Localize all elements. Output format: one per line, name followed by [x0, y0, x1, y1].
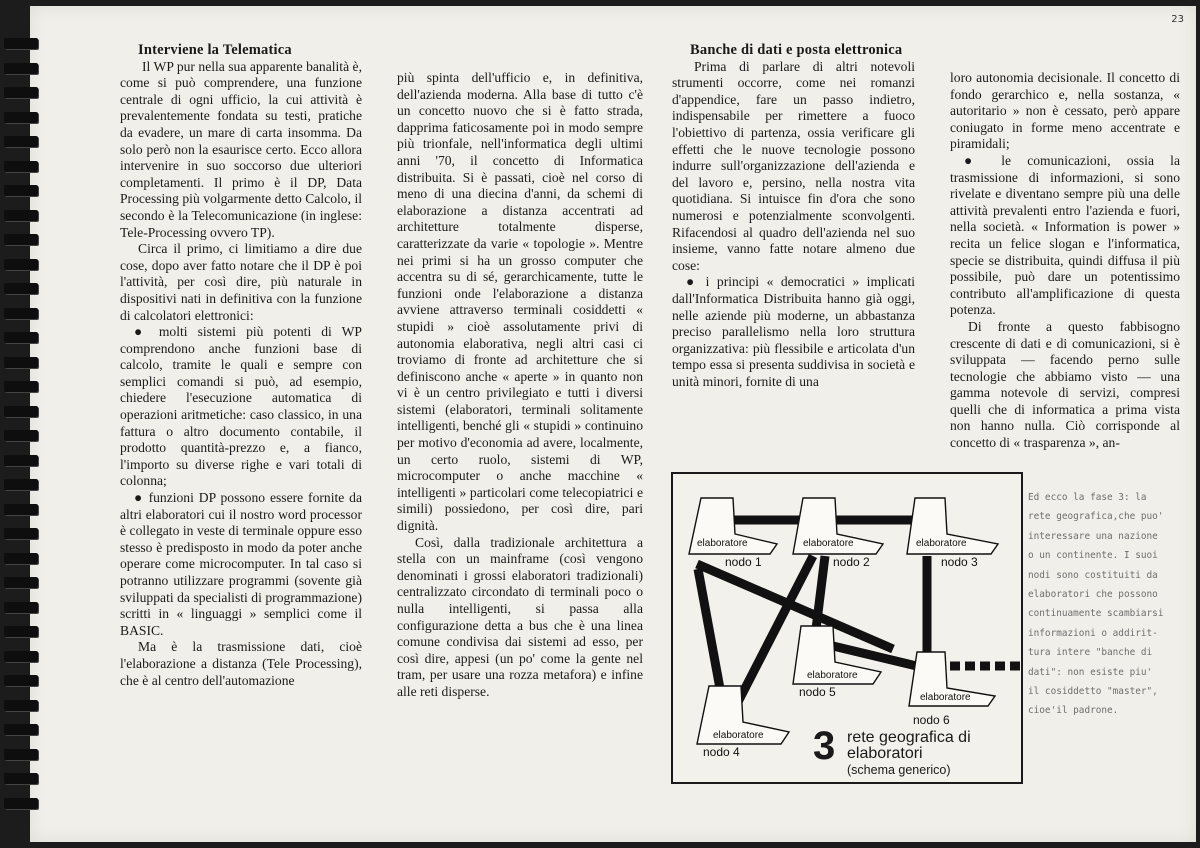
figure-number: 3 — [813, 724, 836, 768]
binding-ring — [4, 308, 38, 319]
binding-ring — [4, 675, 38, 686]
node-1-elab-text: elaboratore — [697, 538, 748, 549]
link-1-6 — [697, 564, 893, 649]
binding-ring — [4, 185, 38, 196]
binding-ring — [4, 430, 38, 441]
binding-ring — [4, 651, 38, 662]
binding-ring — [4, 381, 38, 392]
paragraph: Ma è la trasmissione dati, cioè l'elaborazione a distanza (Tele Processing), che è al centro dell'automazione — [120, 639, 362, 688]
binding-ring — [4, 479, 38, 490]
binding-ring — [4, 406, 38, 417]
paragraph: Così, dalla tradizionale architettura a stella con un mainframe (così vengono denominati i grossi elaboratori tradizionali) centralizzato circondato di terminali poco o nulla intelligenti, si passa alla configurazione detta a bus che è una linea comune condivisa dai sistemi ad esso, per così dire, appesi (un po' come la gente nel tram, per usare una rozza metafora) e infine alle reti disperse. — [397, 534, 643, 699]
figure-caption-subtitle: (schema generico) — [847, 763, 951, 777]
bullet-paragraph: ● i principi « democratici » implicati dall'Informatica Distribuita hanno già oggi, nelle aziende più moderne, un abbastanza preciso parallelismo nella loro struttura organizzativa: più flessibile e articolata d'un tempo essa si presenta suddivisa in società e unità minori, fornite di una — [672, 274, 915, 389]
figure-caption-line-2: elaboratori — [847, 745, 923, 762]
binding-ring — [4, 38, 38, 49]
binding-ring — [4, 626, 38, 637]
binding-ring — [4, 332, 38, 343]
node-shapes — [689, 498, 998, 744]
spiral-binding — [0, 30, 40, 830]
bullet-paragraph: ● molti sistemi più potenti di WP comprendono anche funzioni base di calcolo, tramite le quali e sempre con semplici comandi si può, ad esempio, chiedere l'esecuzione automatica di operazioni aritmetiche: caso classico, in una fattura o altro documento contabile, il prodotto quantità-prezzo e, a fianco, l'importo su diverse righe e vari totali di colonna; — [120, 324, 362, 489]
node-6-elab-text: elaboratore — [920, 692, 971, 703]
column-1 — [120, 42, 362, 689]
figure-caption-line-1: rete geografica di — [847, 729, 971, 746]
binding-ring — [4, 210, 38, 221]
section-heading-telematica: Interviene la Telematica — [138, 42, 292, 58]
binding-ring — [4, 577, 38, 588]
paragraph: Circa il primo, ci limitiamo a dire due cose, dopo aver fatto notare che il DP è poi l'attività, per così dire, più naturale in dispositivi nati in definitiva con la funzione di calcolatori elettronici: — [120, 241, 362, 323]
binding-ring — [4, 234, 38, 245]
binding-ring — [4, 259, 38, 270]
binding-ring — [4, 700, 38, 711]
paragraph: Di fronte a questo fabbisogno crescente di dati e di comunicazioni, si è sviluppata — facendo perno sulle tecnologie che abbiamo visto — una gamma notevole di servizi, compresi quelli che di informatica a prima vista non hanno nulla. Ciò corrisponde al concetto di « trasparenza », an- — [950, 318, 1180, 451]
book-page — [30, 6, 1196, 842]
figure-caption — [847, 730, 971, 762]
node-3-elab-text: elaboratore — [916, 538, 967, 549]
binding-ring — [4, 161, 38, 172]
column-3 — [672, 42, 915, 390]
node-3-label: nodo 3 — [941, 555, 978, 569]
column-2 — [397, 70, 643, 701]
binding-ring — [4, 136, 38, 147]
binding-ring — [4, 112, 38, 123]
binding-ring — [4, 724, 38, 735]
binding-ring — [4, 504, 38, 515]
typewritten-note: Ed ecco la fase 3: la rete geografica,che puo' interessare una nazione o un continente. I suoi nodi sono costituiti da elaboratori che possono continuamente scambiarsi informazioni o addirit- tura intere "banche di dati": non esiste piu' il cosiddetto "master", cioe'il padrone. — [1028, 492, 1164, 717]
binding-ring — [4, 63, 38, 74]
node-4-label: nodo 4 — [703, 745, 740, 759]
binding-ring — [4, 87, 38, 98]
node-2-label: nodo 2 — [833, 555, 870, 569]
bullet-paragraph: ● le comunicazioni, ossia la trasmissione di informazioni, si sono rivelate e diventano sempre più una delle attività prevalenti entro l'azienda e fuori, nella società. « Information is power » recita un felice slogan e l'informatica, specie se distribuita, quindi diffusa il più possibile, può dare un potentissimo contributo all'amplificazione di questa potenza. — [950, 152, 1180, 318]
binding-ring — [4, 602, 38, 613]
binding-ring — [4, 773, 38, 784]
section-heading-banche-dati: Banche di dati e posta elettronica — [690, 42, 903, 58]
node-2-elab-text: elaboratore — [803, 538, 854, 549]
binding-ring — [4, 798, 38, 809]
page-number: 23 — [1171, 14, 1184, 25]
paragraph: Il WP pur nella sua apparente banalità è, come si può comprendere, una funzione centrale di ogni ufficio, la cui attività è prevalentemente fondata su testi, pratiche da evadere, un mare di carta insomma. Da solo però non la esaurisce certo. Ecco allora intervenire in suo soccorso due ulteriori completamenti. Il primo è il DP, Data Processing più volgarmente detto Calcolo, il secondo è la Telecomunicazione (in inglese: Tele-Processing ovvero TP). — [120, 58, 362, 240]
column-4 — [950, 70, 1180, 452]
network-figure — [671, 472, 1023, 784]
binding-ring — [4, 528, 38, 539]
node-5-label: nodo 5 — [799, 685, 836, 699]
node-5-elab-text: elaboratore — [807, 670, 858, 681]
paragraph: più spinta dell'ufficio e, in definitiva, dell'azienda moderna. Alla base di tutto c'è un concetto nuovo che si è fatto strada, dapprima faticosamente poi in modo sempre più trionfale, nell'informatica degli ultimi anni '70, il concetto di Informatica distribuita. Si è passati, cioè nel corso di meno di una diecina d'anni, da schemi di elaborazione a distanza accentrati ad architetture totalmente disperse, caratterizzate da varie « topologie ». Mentre nei primi si ha un grosso computer che accentra su di sé, gerarchicamente, tutte le funzioni onde l'elaborazione a distanza avviene attraverso terminali cosiddetti « stupidi » cioè assolutamente privi di autonomia elaborativa, negli altri casi ci troviamo di fronte ad architetture che si definiscono anche « aperte » in quanto non vi è un centro privilegiato e tutti i diversi sistemi (elaboratori, terminali solitamente intelligenti, benché gli « stupidi » continuino per motivo d'economia ad avere, localmente, un certo ruolo, sistemi di WP, microcomputer o anche macchine « intelligenti » particolari come telecopiatrici e simili) possiedono, per così dire, pari dignità. — [397, 70, 643, 534]
binding-ring — [4, 553, 38, 564]
bullet-paragraph: ● funzioni DP possono essere fornite da altri elaboratori cui il nostro word processor è collegato in veste di terminale oppure esso stesso è predisposto in modo da poter anche operare come microcomputer. In tal caso si potranno utilizzare programmi (sovente già sviluppati da specialisti di programmazione) scritti in « linguaggi » semplici come il BASIC. — [120, 490, 362, 638]
node-4-elab-text: elaboratore — [713, 730, 764, 741]
binding-ring — [4, 455, 38, 466]
paragraph: Prima di parlare di altri notevoli strumenti occorre, come nei romanzi d'appendice, fare un passo indietro, indispensabile per rimettere a fuoco l'obiettivo di partenza, ossia verificare gli effetti che le nuove tecnologie possono indurre sull'organizzazione dell'azienda e del lavoro e, persino, nella nostra vita quotidiana. Si intuisce fin d'ora che sono numerosi e potenzialmente sconvolgenti. Rifacendosi al quadro dell'azienda nel suo insieme, vanno fatte notare almeno due cose: — [672, 58, 915, 273]
link-1-4 — [698, 569, 721, 694]
paragraph: loro autonomia decisionale. Il concetto di fondo gerarchico e, nella sostanza, « autoritario » non è cessato, però appare coniugato in forme meno accentrate e piramidali; — [950, 70, 1180, 152]
node-1-label: nodo 1 — [725, 555, 762, 569]
binding-ring — [4, 357, 38, 368]
node-6-label: nodo 6 — [913, 713, 950, 727]
binding-ring — [4, 283, 38, 294]
binding-ring — [4, 749, 38, 760]
